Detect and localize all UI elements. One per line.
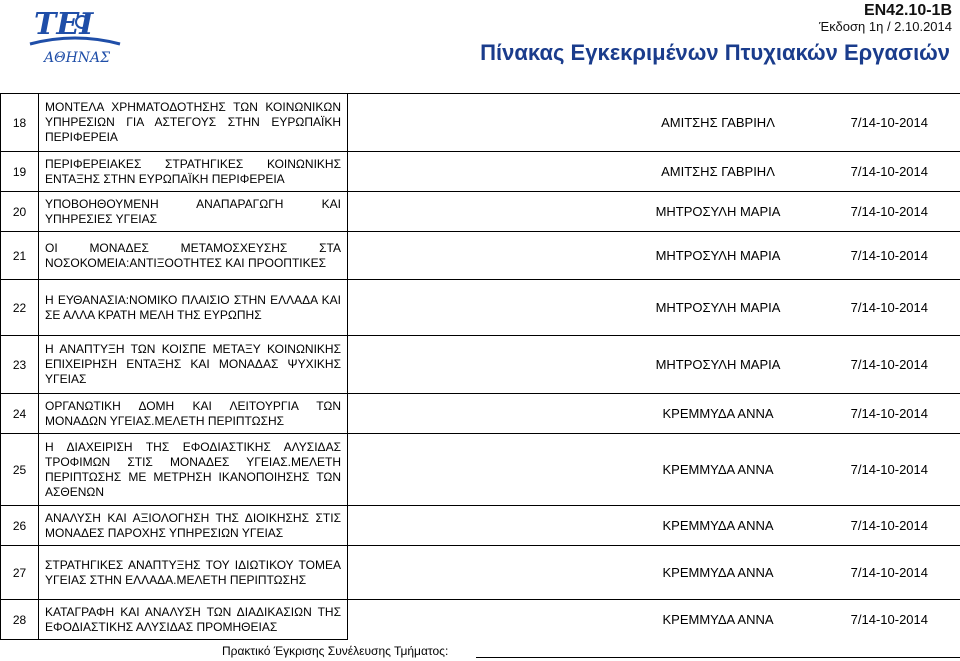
document-header (0, 0, 960, 90)
assignment-cell (348, 192, 960, 232)
row-number: 26 (1, 506, 39, 546)
supervisor-name: ΚΡΕΜΜΥΔΑ ΑΝΝΑ (662, 612, 774, 628)
row-number: 28 (1, 600, 39, 640)
logo-text-bottom: ΑΘΗΝΑΣ (44, 50, 111, 66)
document-version: Έκδοση 1η / 2.10.2014 (819, 19, 952, 34)
approval-minutes-label: Πρακτικό Έγκρισης Συνέλευσης Τμήματος: (222, 644, 449, 658)
approval-date: 7/14-10-2014 (850, 565, 928, 580)
approved-theses-table (0, 93, 960, 640)
assignment-cell (348, 600, 960, 640)
table-row (1, 434, 960, 506)
assignment-info (348, 406, 960, 421)
thesis-title: Η ΑΝΑΠΤΥΞΗ ΤΩΝ ΚΟΙΣΠΕ ΜΕΤΑΞΥ ΚΟΙΝΩΝΙΚΗΣ ΕΠΙΧΕΙΡΗΣΗ ΕΝΤΑΞΗΣ ΚΑΙ ΜΟΝΑΔΑΣ ΨΥΧΙΚΗΣ ΥΓΕΙΑΣ (39, 336, 348, 394)
table-row (1, 152, 960, 192)
table-row (1, 506, 960, 546)
assignment-info (348, 115, 960, 130)
logo-text-top: ΤΕΙ (34, 7, 94, 42)
table-row (1, 600, 960, 640)
assignment-info (348, 248, 960, 263)
approval-minutes-blank-line (476, 657, 960, 658)
table-row (1, 336, 960, 394)
supervisor-name: ΚΡΕΜΜΥΔΑ ΑΝΝΑ (662, 406, 774, 421)
thesis-title: ΟΡΓΑΝΩΤΙΚΗ ΔΟΜΗ ΚΑΙ ΛΕΙΤΟΥΡΓΙΑ ΤΩΝ ΜΟΝΑΔΩΝ ΥΓΕΙΑΣ.ΜΕΛΕΤΗ ΠΕΡΙΠΤΩΣΗΣ (39, 394, 348, 434)
assignment-cell (348, 94, 960, 152)
table-row (1, 192, 960, 232)
approval-date: 7/14-10-2014 (850, 204, 928, 219)
approval-date: 7/14-10-2014 (850, 406, 928, 421)
thesis-title: ΜΟΝΤΕΛΑ ΧΡΗΜΑΤΟΔΟΤΗΣΗΣ ΤΩΝ ΚΟΙΝΩΝΙΚΩΝ ΥΠΗΡΕΣΙΩΝ ΓΙΑ ΑΣΤΕΓΟΥΣ ΣΤΗΝ ΕΥΡΩΠΑΪΚΗ ΠΕΡΙΦΕΡΕΙΑ (39, 94, 348, 152)
row-number: 20 (1, 192, 39, 232)
supervisor-name: ΜΗΤΡΟΣΥΛΗ ΜΑΡΙΑ (655, 248, 781, 263)
supervisor-name: ΚΡΕΜΜΥΔΑ ΑΝΝΑ (662, 462, 774, 477)
assignment-info (348, 518, 960, 533)
assignment-cell (348, 280, 960, 336)
thesis-title: ΣΤΡΑΤΗΓΙΚΕΣ ΑΝΑΠΤΥΞΗΣ ΤΟΥ ΙΔΙΩΤΙΚΟΥ ΤΟΜΕΑ ΥΓΕΙΑΣ ΣΤΗΝ ΕΛΛΑΔΑ.ΜΕΛΕΤΗ ΠΕΡΙΠΤΩΣΗΣ (39, 546, 348, 600)
row-number: 23 (1, 336, 39, 394)
supervisor-name: ΚΡΕΜΜΥΔΑ ΑΝΝΑ (662, 565, 774, 580)
assignment-cell (348, 546, 960, 600)
approval-date: 7/14-10-2014 (850, 248, 928, 263)
approval-date: 7/14-10-2014 (850, 612, 928, 628)
approval-date: 7/14-10-2014 (850, 115, 928, 130)
approval-date: 7/14-10-2014 (850, 164, 928, 179)
approval-date: 7/14-10-2014 (850, 518, 928, 533)
assignment-info (348, 462, 960, 477)
assignment-info (348, 204, 960, 219)
assignment-info (348, 357, 960, 372)
thesis-title: ΥΠΟΒΟΗΘΟΥΜΕΝΗ ΑΝΑΠΑΡΑΓΩΓΗ ΚΑΙ ΥΠΗΡΕΣΙΕΣ ΥΓΕΙΑΣ (39, 192, 348, 232)
approval-date: 7/14-10-2014 (850, 462, 928, 477)
table-row (1, 232, 960, 280)
assignment-info (348, 565, 960, 580)
assignment-info (348, 300, 960, 315)
thesis-title: ΠΕΡΙΦΕΡΕΙΑΚΕΣ ΣΤΡΑΤΗΓΙΚΕΣ ΚΟΙΝΩΝΙΚΗΣ ΕΝΤΑΞΗΣ ΣΤΗΝ ΕΥΡΩΠΑΪΚΗ ΠΕΡΙΦΕΡΕΙΑ (39, 152, 348, 192)
thesis-title: ΟΙ ΜΟΝΑΔΕΣ ΜΕΤΑΜΟΣΧΕΥΣΗΣ ΣΤΑ ΝΟΣΟΚΟΜΕΙΑ:ΑΝΤΙΞΟΟΤΗΤΕΣ ΚΑΙ ΠΡΟΟΠΤΙΚΕΣ (39, 232, 348, 280)
assignment-cell (348, 152, 960, 192)
table-row (1, 280, 960, 336)
assignment-info (348, 164, 960, 179)
thesis-title: ΚΑΤΑΓΡΑΦΗ ΚΑΙ ΑΝΑΛΥΣΗ ΤΩΝ ΔΙΑΔΙΚΑΣΙΩΝ ΤΗΣ ΕΦΟΔΙΑΣΤΙΚΗΣ ΑΛΥΣΙΔΑΣ ΠΡΟΜΗΘΕΙΑΣ (39, 600, 348, 640)
row-number: 19 (1, 152, 39, 192)
assignment-cell (348, 434, 960, 506)
supervisor-name: ΑΜΙΤΣΗΣ ΓΑΒΡΙΗΛ (661, 115, 775, 130)
document-code: EN42.10-1B (863, 2, 952, 19)
thesis-title: ΑΝΑΛΥΣΗ ΚΑΙ ΑΞΙΟΛΟΓΗΣΗ ΤΗΣ ΔΙΟΙΚΗΣΗΣ ΣΤΙΣ ΜΟΝΑΔΕΣ ΠΑΡΟΧΗΣ ΥΠΗΡΕΣΙΩΝ ΥΓΕΙΑΣ (39, 506, 348, 546)
row-number: 22 (1, 280, 39, 336)
supervisor-name: ΜΗΤΡΟΣΥΛΗ ΜΑΡΙΑ (655, 300, 781, 315)
row-number: 21 (1, 232, 39, 280)
supervisor-name: ΜΗΤΡΟΣΥΛΗ ΜΑΡΙΑ (655, 357, 781, 372)
tei-athens-logo (26, 4, 124, 70)
row-number: 27 (1, 546, 39, 600)
assignment-cell (348, 506, 960, 546)
table-row (1, 94, 960, 152)
document-title: Πίνακας Εγκεκριμένων Πτυχιακών Εργασιών (480, 40, 950, 65)
row-number: 18 (1, 94, 39, 152)
thesis-title: Η ΕΥΘΑΝΑΣΙΑ:ΝΟΜΙΚΟ ΠΛΑΙΣΙΟ ΣΤΗΝ ΕΛΛΑΔΑ ΚΑΙ ΣΕ ΑΛΛΑ ΚΡΑΤΗ ΜΕΛΗ ΤΗΣ ΕΥΡΩΠΗΣ (39, 280, 348, 336)
approval-date: 7/14-10-2014 (850, 300, 928, 315)
supervisor-name: ΜΗΤΡΟΣΥΛΗ ΜΑΡΙΑ (655, 204, 781, 219)
approval-date: 7/14-10-2014 (850, 357, 928, 372)
row-number: 24 (1, 394, 39, 434)
assignment-info (348, 612, 960, 627)
supervisor-name: ΚΡΕΜΜΥΔΑ ΑΝΝΑ (662, 518, 774, 533)
assignment-cell (348, 232, 960, 280)
thesis-title: Η ΔΙΑΧΕΙΡΙΣΗ ΤΗΣ ΕΦΟΔΙΑΣΤΙΚΗΣ ΑΛΥΣΙΔΑΣ ΤΡΟΦΙΜΩΝ ΣΤΙΣ ΜΟΝΑΔΕΣ ΥΓΕΙΑΣ.ΜΕΛΕΤΗ ΠΕΡΙΠΤΩΣΗΣ ΜΕ ΜΕΤΡΗΣΗ ΙΚΑΝΟΠΟΙΗΣΗΣ ΤΩΝ ΑΣΘΕΝΩΝ (39, 434, 348, 506)
row-number: 25 (1, 434, 39, 506)
assignment-cell (348, 336, 960, 394)
table-row (1, 394, 960, 434)
supervisor-name: ΑΜΙΤΣΗΣ ΓΑΒΡΙΗΛ (661, 164, 775, 179)
assignment-cell (348, 394, 960, 434)
table-row (1, 546, 960, 600)
